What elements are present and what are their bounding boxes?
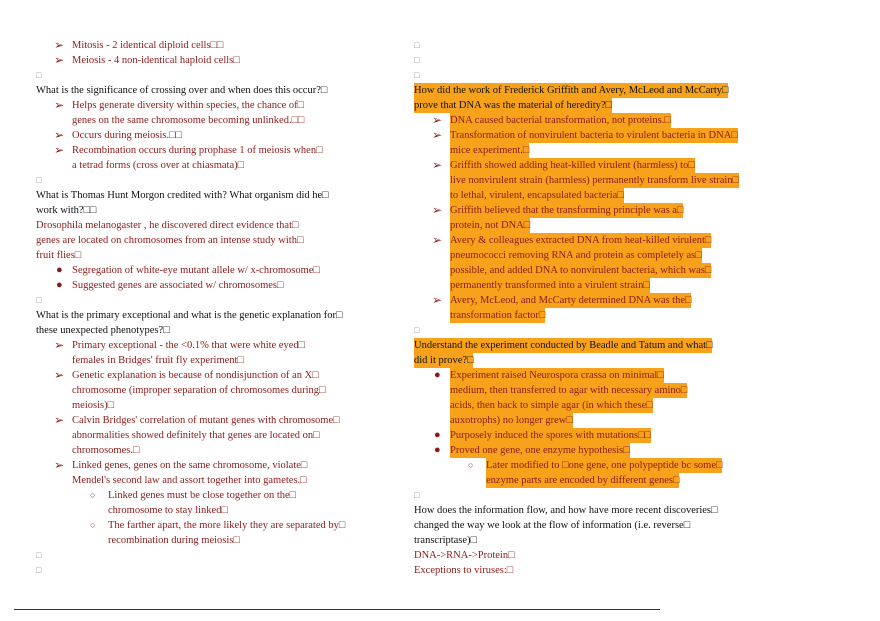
line-text: Suggested genes are associated w/ chromosomes□ [72,280,284,291]
right-line [414,323,759,338]
line-text: Drosophila melanogaster , he discovered direct evidence that□ [36,220,299,231]
right-line [414,143,759,158]
left-line [36,68,381,83]
line-text: work with?□□ [36,205,97,216]
line-text: The farther apart, the more likely they are separated by□ [108,520,346,531]
line-text: Purposely induced the spores with mutations□□ [450,430,651,441]
left-line [36,368,381,383]
line-text: Primary exceptional - the <0.1% that were white eyed□ [72,340,305,351]
line-text: transformation factor□ [450,310,546,321]
right-line [414,548,759,563]
line-text: permanently transformed into a virulent strain□ [450,280,650,291]
line-text: genes on the same chromosome becoming unlinked.□□ [72,115,305,126]
line-text: chromosomes.□ [72,445,140,456]
dot-bullet-icon: ● [434,429,441,441]
left-line [36,443,381,458]
left-line [36,458,381,473]
line-text: What is Thomas Hunt Morgon credited with? What organism did he□ [36,190,329,201]
left-column [36,38,381,578]
right-line [414,563,759,578]
arrow-bullet-icon: ➢ [54,143,65,157]
line-text: Meiosis - 4 non-identical haploid cells□ [72,55,240,66]
line-text: females in Bridges' fruit fly experiment□ [72,355,244,366]
line-text: protein, not DNA□ [450,220,531,231]
right-line [414,428,759,443]
line-text: Avery & colleagues extracted DNA from heat-killed virulent□ [450,235,712,246]
right-line [414,368,759,383]
arrow-bullet-icon: ➢ [54,38,65,52]
left-line [36,518,381,533]
line-text: acids, then back to simple agar (in which these□ [450,400,653,411]
arrow-bullet-icon: ➢ [54,53,65,67]
left-line [36,233,381,248]
right-line [414,188,759,203]
line-text: □ [36,565,42,575]
right-line [414,113,759,128]
dot-bullet-icon: ● [434,444,441,456]
arrow-bullet-icon: ➢ [432,113,443,127]
line-text: Mitosis - 2 identical diploid cells□□ [72,40,224,51]
line-text: What is the significance of crossing over and when does this occur?□ [36,85,328,96]
right-line [414,338,759,353]
right-line [414,158,759,173]
right-line [414,53,759,68]
left-line [36,218,381,233]
right-line [414,458,759,473]
line-text: to lethal, virulent, encapsulated bacteria□ [450,190,624,201]
left-line [36,383,381,398]
line-text: prove that DNA was the material of heredity?□ [414,100,612,111]
arrow-bullet-icon: ➢ [432,293,443,307]
right-line [414,353,759,368]
left-line [36,128,381,143]
right-line [414,503,759,518]
line-text: chromosome to stay linked□ [108,505,228,516]
right-line [414,278,759,293]
line-text: DNA caused bacterial transformation, not proteins.□ [450,115,671,126]
left-line [36,188,381,203]
left-line [36,398,381,413]
line-text: □ [414,490,420,500]
line-text: How does the information flow, and how have more recent discoveries□ [414,505,718,516]
line-text: Proved one gene, one enzyme hypothesis□ [450,445,630,456]
right-line [414,83,759,98]
left-line [36,323,381,338]
right-line [414,263,759,278]
left-line [36,248,381,263]
line-text: Understand the experiment conducted by Beadle and Tatum and what□ [414,340,713,351]
right-line [414,203,759,218]
line-text: Avery, McLeod, and McCarty determined DNA was the□ [450,295,692,306]
line-text: did it prove?□ [414,355,474,366]
right-line [414,398,759,413]
left-line [36,308,381,323]
right-line [414,68,759,83]
line-text: DNA->RNA->Protein□ [414,550,515,561]
arrow-bullet-icon: ➢ [432,233,443,247]
right-line [414,473,759,488]
right-line [414,218,759,233]
line-text: Segregation of white-eye mutant allele w/ x-chromosome□ [72,265,320,276]
left-line [36,473,381,488]
line-text: auxotrophs) no longer grew□ [450,415,573,426]
left-line [36,563,381,578]
line-text: What is the primary exceptional and what is the genetic explanation for□ [36,310,343,321]
left-line [36,293,381,308]
circle-bullet-icon: ○ [468,460,474,470]
line-text: recombination during meiosis□ [108,535,240,546]
line-text: Calvin Bridges' correlation of mutant genes with chromosome□ [72,415,340,426]
left-line [36,338,381,353]
line-text: □ [36,70,42,80]
line-text: Experiment raised Neurospora crassa on minimal□ [450,370,664,381]
line-text: chromosome (improper separation of chromosomes during□ [72,385,326,396]
arrow-bullet-icon: ➢ [54,98,65,112]
arrow-bullet-icon: ➢ [54,413,65,427]
left-line [36,98,381,113]
left-line [36,278,381,293]
right-line [414,518,759,533]
line-text: □ [36,550,42,560]
right-line [414,248,759,263]
line-text: these unexpected phenotypes?□ [36,325,170,336]
line-text: a tetrad forms (cross over at chiasmata)□ [72,160,244,171]
arrow-bullet-icon: ➢ [54,338,65,352]
dot-bullet-icon: ● [56,279,63,291]
right-line [414,533,759,548]
right-line [414,38,759,53]
left-line [36,173,381,188]
line-text: mice experiment.□ [450,145,530,156]
circle-bullet-icon: ○ [90,490,96,500]
left-line [36,428,381,443]
right-line [414,488,759,503]
line-text: □ [36,295,42,305]
line-text: genes are located on chromosomes from an intense study with□ [36,235,304,246]
line-text: abnormalities showed definitely that genes are located on□ [72,430,320,441]
left-line [36,548,381,563]
left-line [36,83,381,98]
left-line [36,113,381,128]
right-line [414,308,759,323]
arrow-bullet-icon: ➢ [54,368,65,382]
line-text: □ [414,70,420,80]
right-column [414,38,759,578]
dot-bullet-icon: ● [56,264,63,276]
left-line [36,53,381,68]
left-line [36,143,381,158]
line-text: Griffith showed adding heat-killed virulent (harmless) to□ [450,160,695,171]
arrow-bullet-icon: ➢ [432,203,443,217]
right-line [414,413,759,428]
line-text: □ [414,55,420,65]
line-text: Genetic explanation is because of nondisjunction of an X□ [72,370,319,381]
line-text: Mendel's second law and assort together into gametes.□ [72,475,307,486]
line-text: fruit flies□ [36,250,82,261]
arrow-bullet-icon: ➢ [432,128,443,142]
right-line [414,128,759,143]
line-text: medium, then transferred to agar with necessary amino□ [450,385,688,396]
circle-bullet-icon: ○ [90,520,96,530]
line-text: Linked genes must be close together on the□ [108,490,297,501]
line-text: pneumococci removing RNA and protein as completely as□ [450,250,702,261]
right-line [414,443,759,458]
right-line [414,173,759,188]
left-line [36,158,381,173]
line-text: Later modified to □one gene, one polypeptide bc some□ [486,460,723,471]
line-text: Recombination occurs during prophase 1 of meiosis when□ [72,145,323,156]
line-text: How did the work of Frederick Griffith and Avery, McLeod and McCarty□ [414,85,729,96]
line-text: Exceptions to viruses:□ [414,565,514,576]
line-text: enzyme parts are encoded by different genes□ [486,475,680,486]
dot-bullet-icon: ● [434,369,441,381]
line-text: □ [414,40,420,50]
right-line [414,383,759,398]
left-line [36,503,381,518]
line-text: Helps generate diversity within species, the chance of□ [72,100,305,111]
line-text: □ [36,175,42,185]
right-line [414,293,759,308]
line-text: live nonvirulent strain (harmless) permanently transform live strain□ [450,175,739,186]
line-text: □ [414,325,420,335]
left-line [36,533,381,548]
right-line [414,233,759,248]
left-line [36,413,381,428]
line-text: Transformation of nonvirulent bacteria to virulent bacteria in DNA□ [450,130,738,141]
line-text: meiosis)□ [72,400,114,411]
arrow-bullet-icon: ➢ [54,128,65,142]
line-text: Linked genes, genes on the same chromosome, violate□ [72,460,308,471]
line-text: transcriptase)□ [414,535,477,546]
line-text: possible, and added DNA to nonvirulent bacteria, which was□ [450,265,712,276]
arrow-bullet-icon: ➢ [432,158,443,172]
line-text: changed the way we look at the flow of information (i.e. reverse□ [414,520,691,531]
page-bottom-rule [14,609,660,610]
arrow-bullet-icon: ➢ [54,458,65,472]
left-line [36,38,381,53]
left-line [36,203,381,218]
line-text: Griffith believed that the transforming principle was a□ [450,205,684,216]
left-line [36,263,381,278]
right-line [414,98,759,113]
left-line [36,488,381,503]
left-line [36,353,381,368]
line-text: Occurs during meiosis.□□ [72,130,182,141]
